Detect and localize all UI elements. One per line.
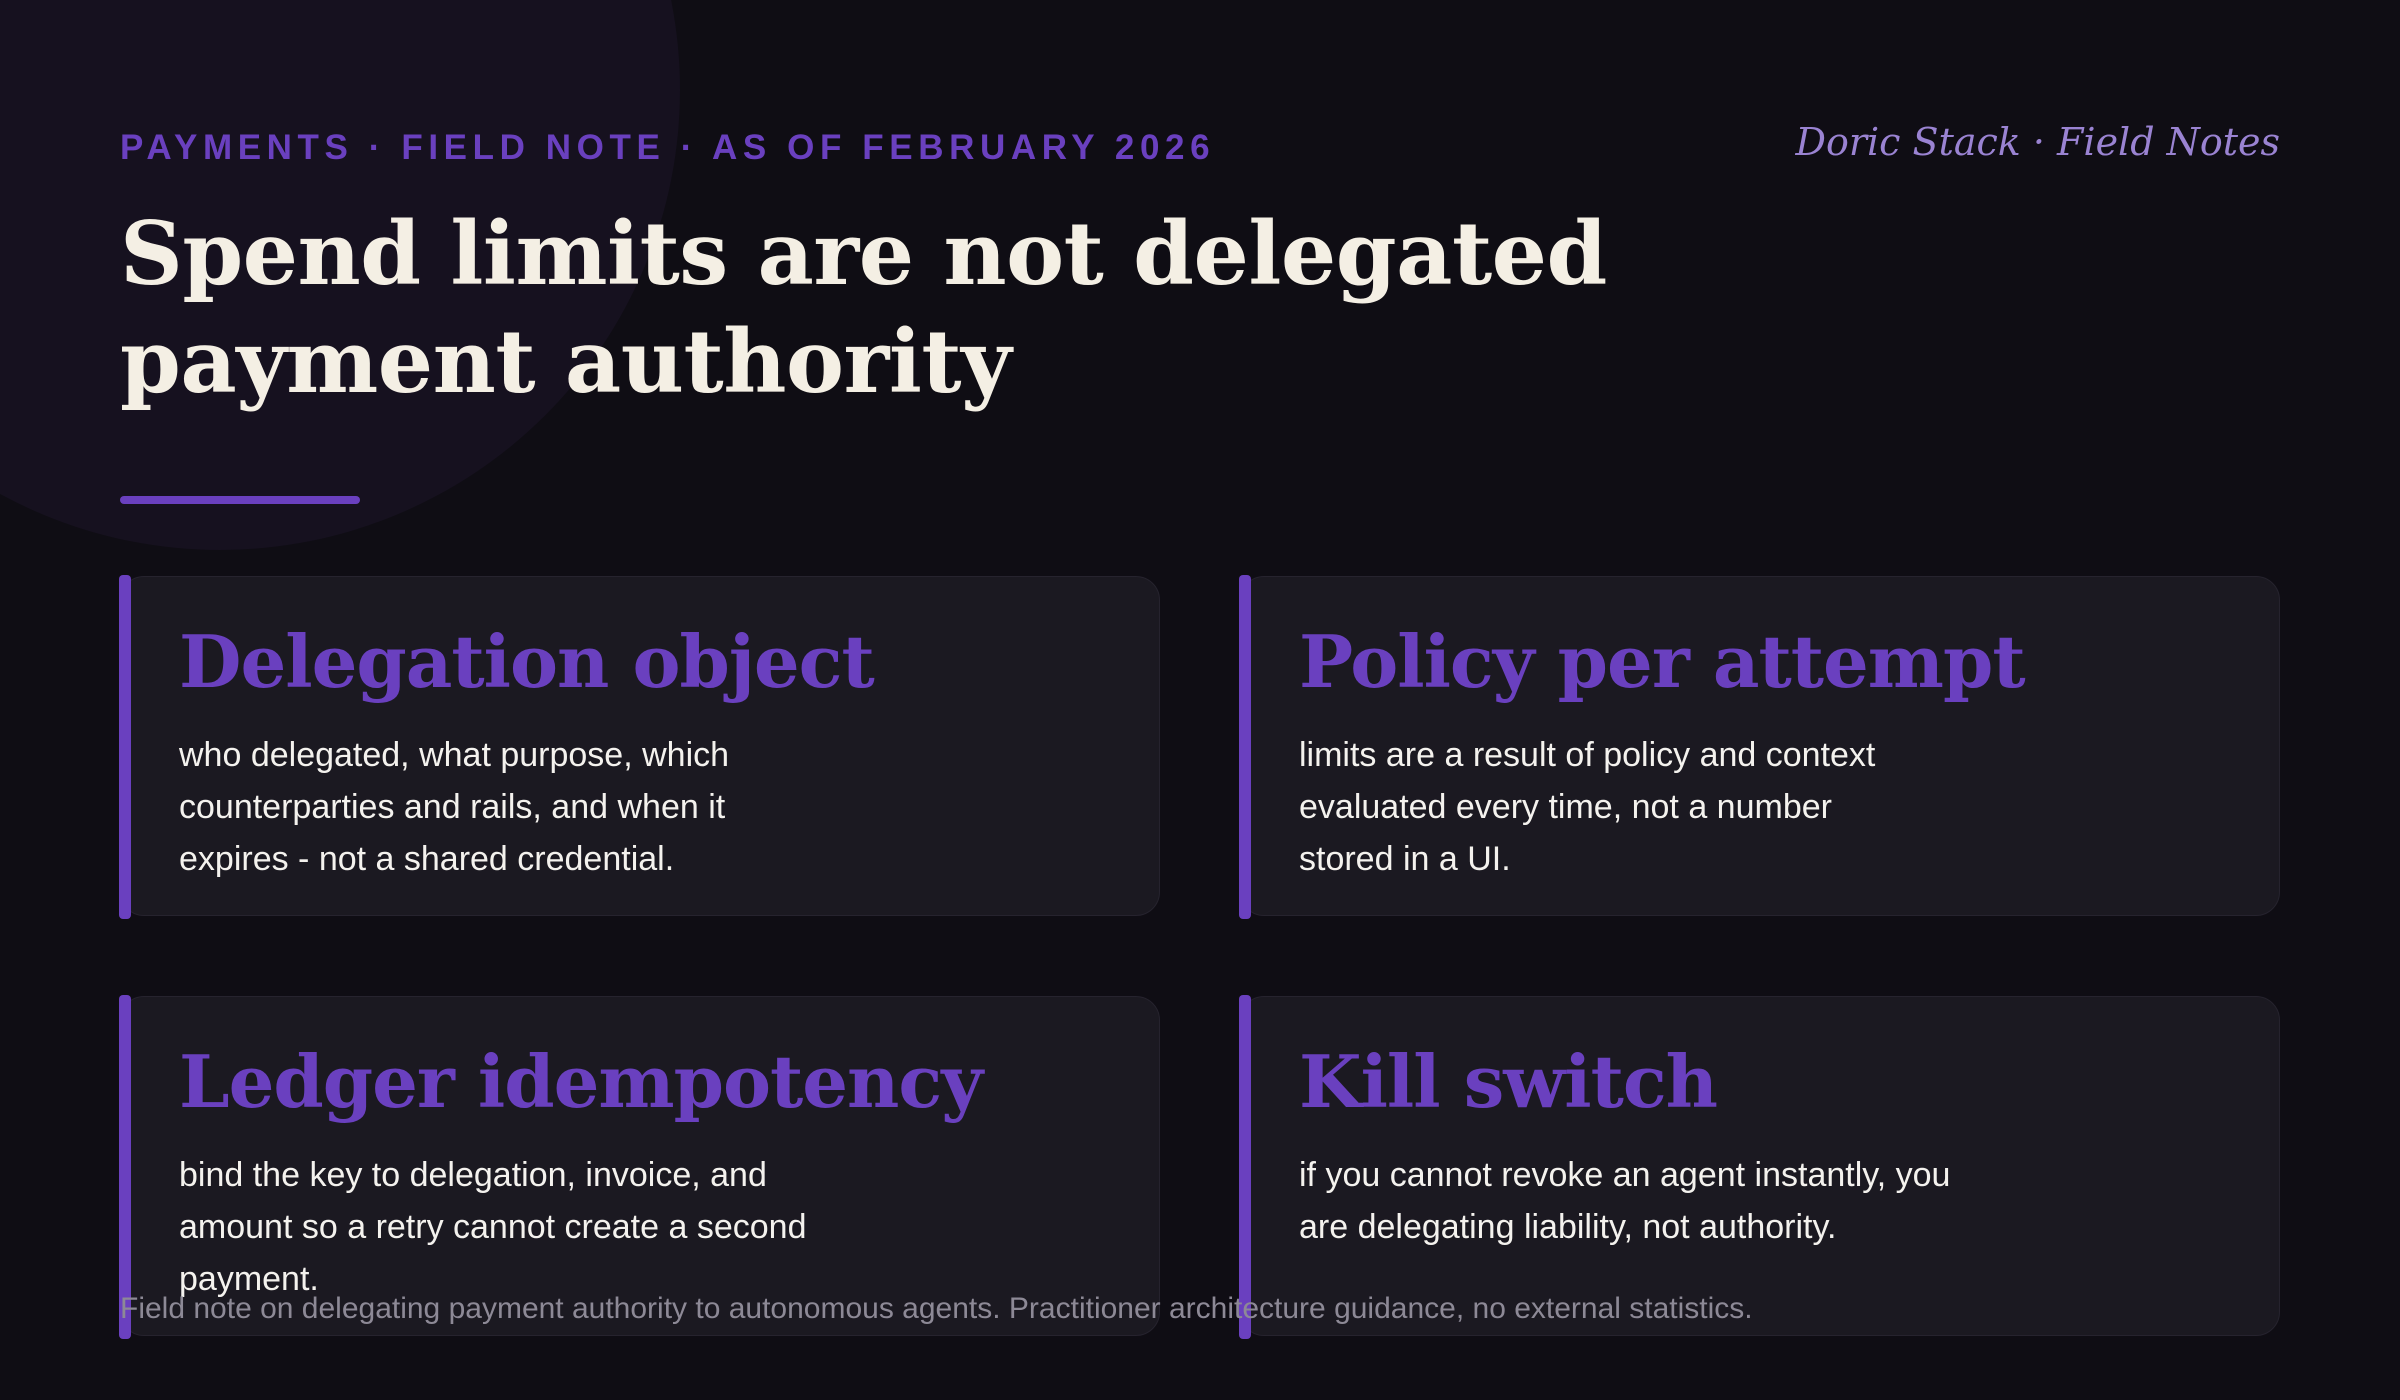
card-title: Ledger idempotency — [179, 1039, 983, 1124]
card-delegation-object — [120, 576, 1160, 916]
kicker-label: PAYMENTS · FIELD NOTE · AS OF FEBRUARY 2026 — [120, 128, 1216, 167]
card-accent-bar — [119, 575, 131, 919]
card-accent-bar — [1239, 995, 1251, 1339]
brand-label: Doric Stack · Field Notes — [1795, 120, 2280, 164]
card-accent-bar — [119, 995, 131, 1339]
card-title: Kill switch — [1299, 1039, 1718, 1124]
card-accent-bar — [1239, 575, 1251, 919]
card-body: bind the key to delegation, invoice, and amount so a retry cannot create a second payment. — [179, 1156, 807, 1298]
card-body: who delegated, what purpose, which counterparties and rails, and when it expires - not a shared credential. — [179, 736, 730, 878]
card-body: if you cannot revoke an agent instantly, you are delegating liability, not authority. — [1299, 1156, 1951, 1246]
card-ledger-idempotency — [120, 996, 1160, 1336]
footnote: Field note on delegating payment authority to autonomous agents. Practitioner architecture guidance, no external statistics. — [120, 1292, 1753, 1325]
card-policy-per-attempt — [1240, 576, 2280, 916]
page-title: Spend limits are not delegated payment authority — [120, 202, 1607, 413]
card-title: Delegation object — [179, 619, 874, 704]
card-body: limits are a result of policy and context evaluated every time, not a number stored in a UI. — [1299, 736, 1876, 878]
title-underline — [120, 496, 360, 504]
card-title: Policy per attempt — [1299, 619, 2025, 704]
card-kill-switch — [1240, 996, 2280, 1336]
